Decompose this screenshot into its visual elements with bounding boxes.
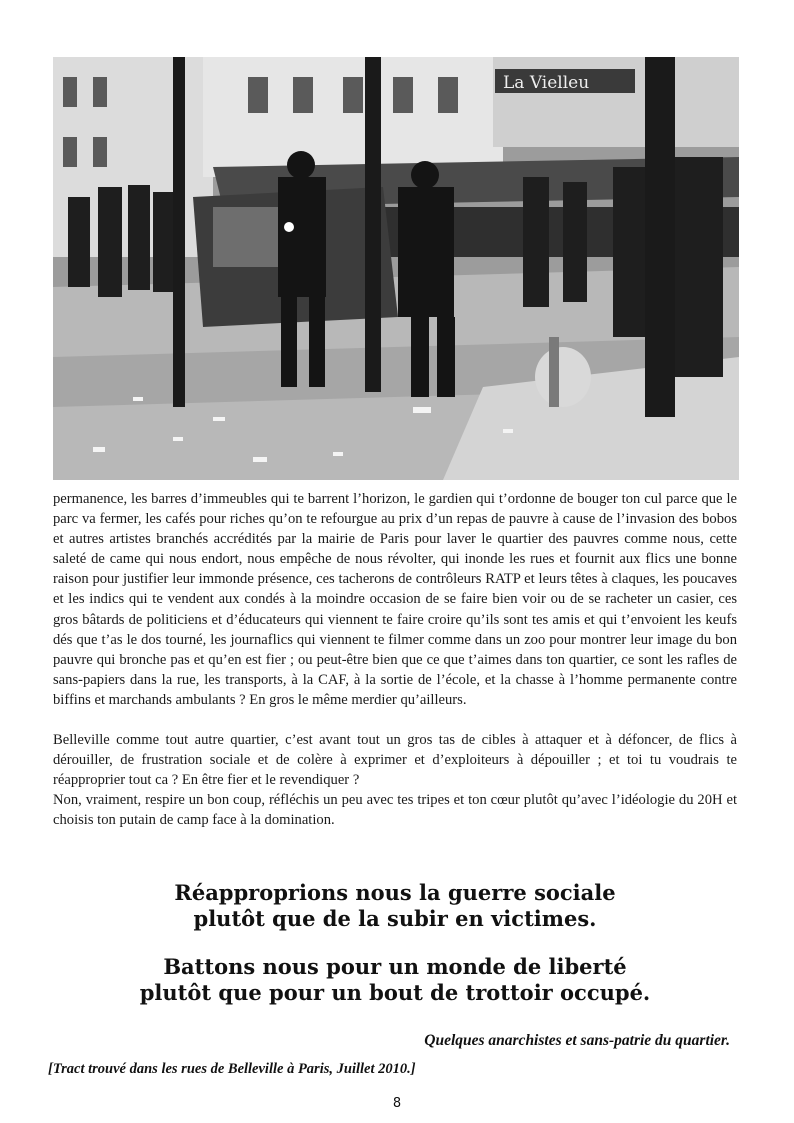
slogan-2-line-1: Battons nous pour un monde de liberté [163,954,627,979]
slogan-1-line-2: plutôt que de la subir en victimes. [193,906,597,931]
slogan-2 [53,954,737,1006]
page-number: 8 [392,1096,402,1111]
paragraph-2: Belleville comme tout autre quartier, c’est avant tout un gros tas de cibles à attaquer et à défoncer, de flics à dérouiller, de frustration sociale et de colère à exprimer et d’exploiteurs à dépouiller ; et toi tu voudrais te réapproprier tout ca ? En être fier et le revendiquer ? [53,732,737,789]
slogan-1-line-1: Réapproprions nous la guerre sociale [174,880,616,905]
signature: Quelques anarchistes et sans-patrie du quartier. [424,1032,730,1049]
paragraph-3: Non, vraiment, respire un bon coup, réfléchis un peu avec tes tripes et ton cœur plutôt qu’avec l’idéologie du 20H et choisis ton putain de camp face à la domination. [53,792,737,829]
slogan-2-line-2: plutôt que pour un bout de trottoir occupé. [139,980,651,1005]
slogan-1 [53,880,737,932]
source-note: [Tract trouvé dans les rues de Belleville à Paris, Juillet 2010.] [48,1061,416,1077]
riot-police-photo [53,57,739,480]
paragraph-1: permanence, les barres d’immeubles qui te barrent l’horizon, le gardien qui t’ordonne de bouger ton cul parce que le parc va fermer, les cafés pour riches qu’on te refourgue au prix d’un repas de pauvre à cause de l’invasion des bobos et autres artistes branchés accrédités par la mairie de Paris pour laver le quartier des pauvres comme nous, cette saleté de came qui nous endort, nous empêche de nous révolter, qui inonde les rues et fournit aux flics une bonne raison pour justifier leur immonde présence, ces tacherons de contrôleurs RATP et leurs têtes à claques, les poucaves et les indics qui te vendent aux condés à la moindre occasion de se faire bien voir ou de se racheter un casier, ces gros bâtards de politiciens et d’éducateurs qui viennent te faire croire qu’ils sont tes amis et qui t’envoient les keufs dés que t’as le dos tourné, les journaflics qui viennent te filmer comme dans un zoo pour montrer leur image du bon pauvre qui bronche pas et qu’en est fier ; ou peut-être bien que ce que t’aimes dans ton quartier, ce sont les rafles de sans-papiers dans la rue, les transports, à la CAF, à la sortie de l’école, et la chasse à l’homme permanente contre biffins et marchands ambulants ? En gros le même merdier qu’ailleurs. [53,491,737,708]
tract-body-text [53,489,737,831]
shop-sign-text: La Vielleu [503,73,590,93]
